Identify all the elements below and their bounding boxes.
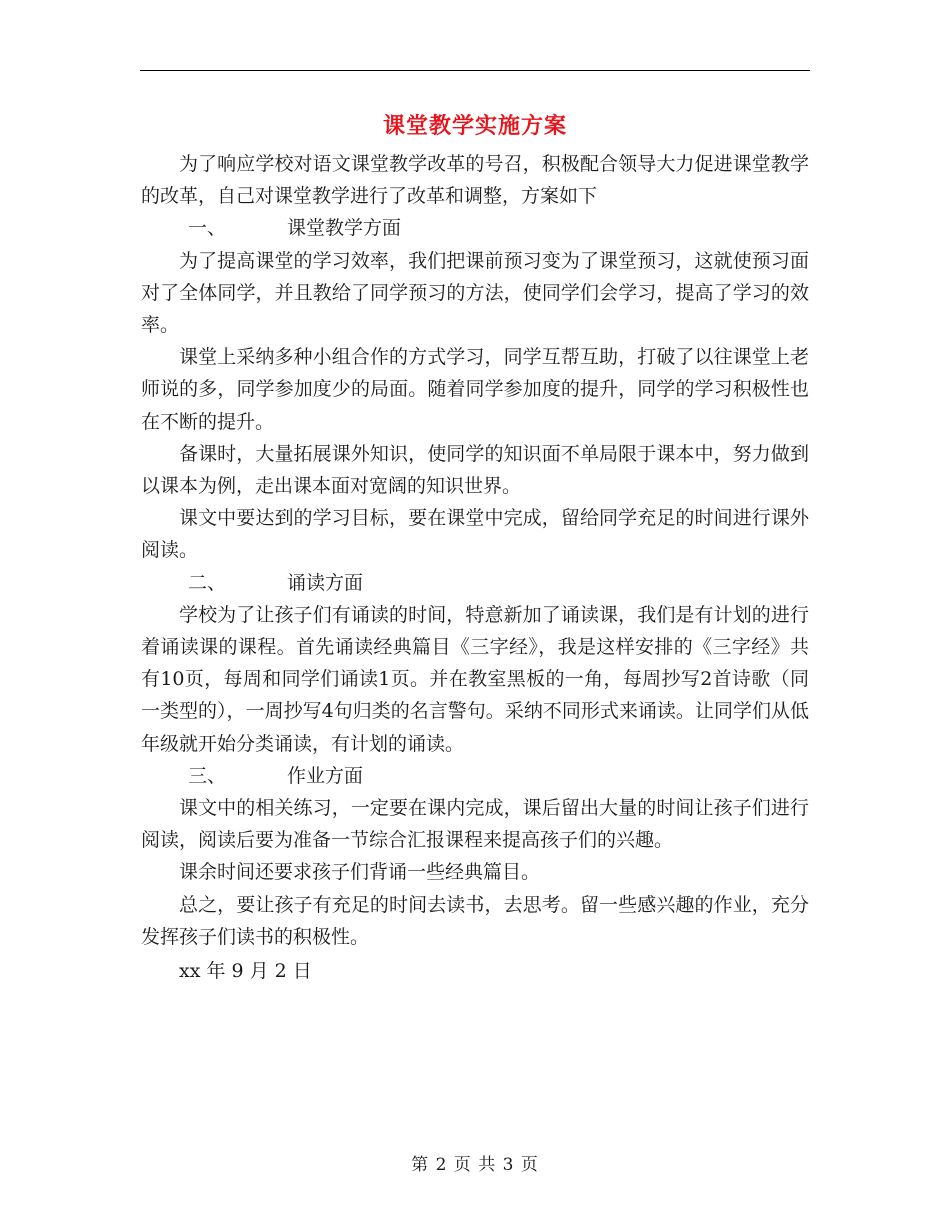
section-title-1: 课堂教学方面 (287, 217, 402, 240)
intro-paragraph: 为了响应学校对语文课堂教学改革的号召，积极配合领导大力促进课堂教学的改革，自己对课堂教学进行了改革和调整，方案如下 (141, 153, 809, 208)
section-1-paragraph-1: 为了提高课堂的学习效率，我们把课前预习变为了课堂预习，这就使预习面对了全体同学，并且教给了同学预习的方法，使同学们会学习，提高了学习的效率。 (141, 249, 809, 337)
document-body (141, 148, 809, 987)
section-3-paragraph-3: 总之，要让孩子有充足的时间去读书，去思考。留一些感兴趣的作业，充分发挥孩子们读书的积极性。 (141, 893, 809, 948)
section-title-3: 作业方面 (287, 764, 364, 787)
section-number-3: 三、 (188, 764, 227, 787)
section-heading-3 (141, 760, 809, 792)
section-1-paragraph-3: 备课时，大量拓展课外知识，使同学的知识面不单局限于课本中，努力做到以课本为例，走出课本面对宽阔的知识世界。 (141, 442, 809, 498)
document-title: 课堂教学实施方案 (382, 113, 567, 139)
section-heading-1 (141, 212, 809, 244)
section-number-1: 一、 (188, 217, 227, 240)
section-number-2: 二、 (188, 571, 227, 594)
header-rule (140, 70, 810, 71)
section-1-paragraph-2: 课堂上采纳多种小组合作的方式学习，同学互帮互助，打破了以往课堂上老师说的多，同学参加度少的局面。随着同学参加度的提升，同学的学习积极性也在不断的提升。 (141, 346, 809, 433)
section-3-paragraph-1: 课文中的相关练习，一定要在课内完成，课后留出大量的时间让孩子们进行阅读，阅读后要为准备一节综合汇报课程来提高孩子们的兴趣。 (141, 797, 809, 852)
document-date: xx 年 9 月 2 日 (179, 960, 312, 983)
section-1-paragraph-4: 课文中要达到的学习目标，要在课堂中完成，留给同学充足的时间进行课外阅读。 (141, 507, 809, 562)
section-title-2: 诵读方面 (287, 571, 364, 594)
section-2-paragraph-1: 学校为了让孩子们有诵读的时间，特意新加了诵读课，我们是有计划的进行着诵读课的课程。首先诵读经典篇目《三字经》，我是这样安排的《三字经》共有10页，每周和同学们诵读1页。并在教室黑板的一角，每周抄写2首诗歌（同一类型的），一周抄写4句归类的名言警句。采纳不同形式来诵读。让同学们从低年级就开始分类诵读，有计划的诵读。 (141, 603, 809, 755)
page-footer: 第 2 页 共 3 页 (411, 1155, 539, 1175)
section-3-paragraph-2: 课余时间还要求孩子们背诵一些经典篇目。 (179, 861, 541, 884)
section-heading-2 (141, 567, 809, 599)
